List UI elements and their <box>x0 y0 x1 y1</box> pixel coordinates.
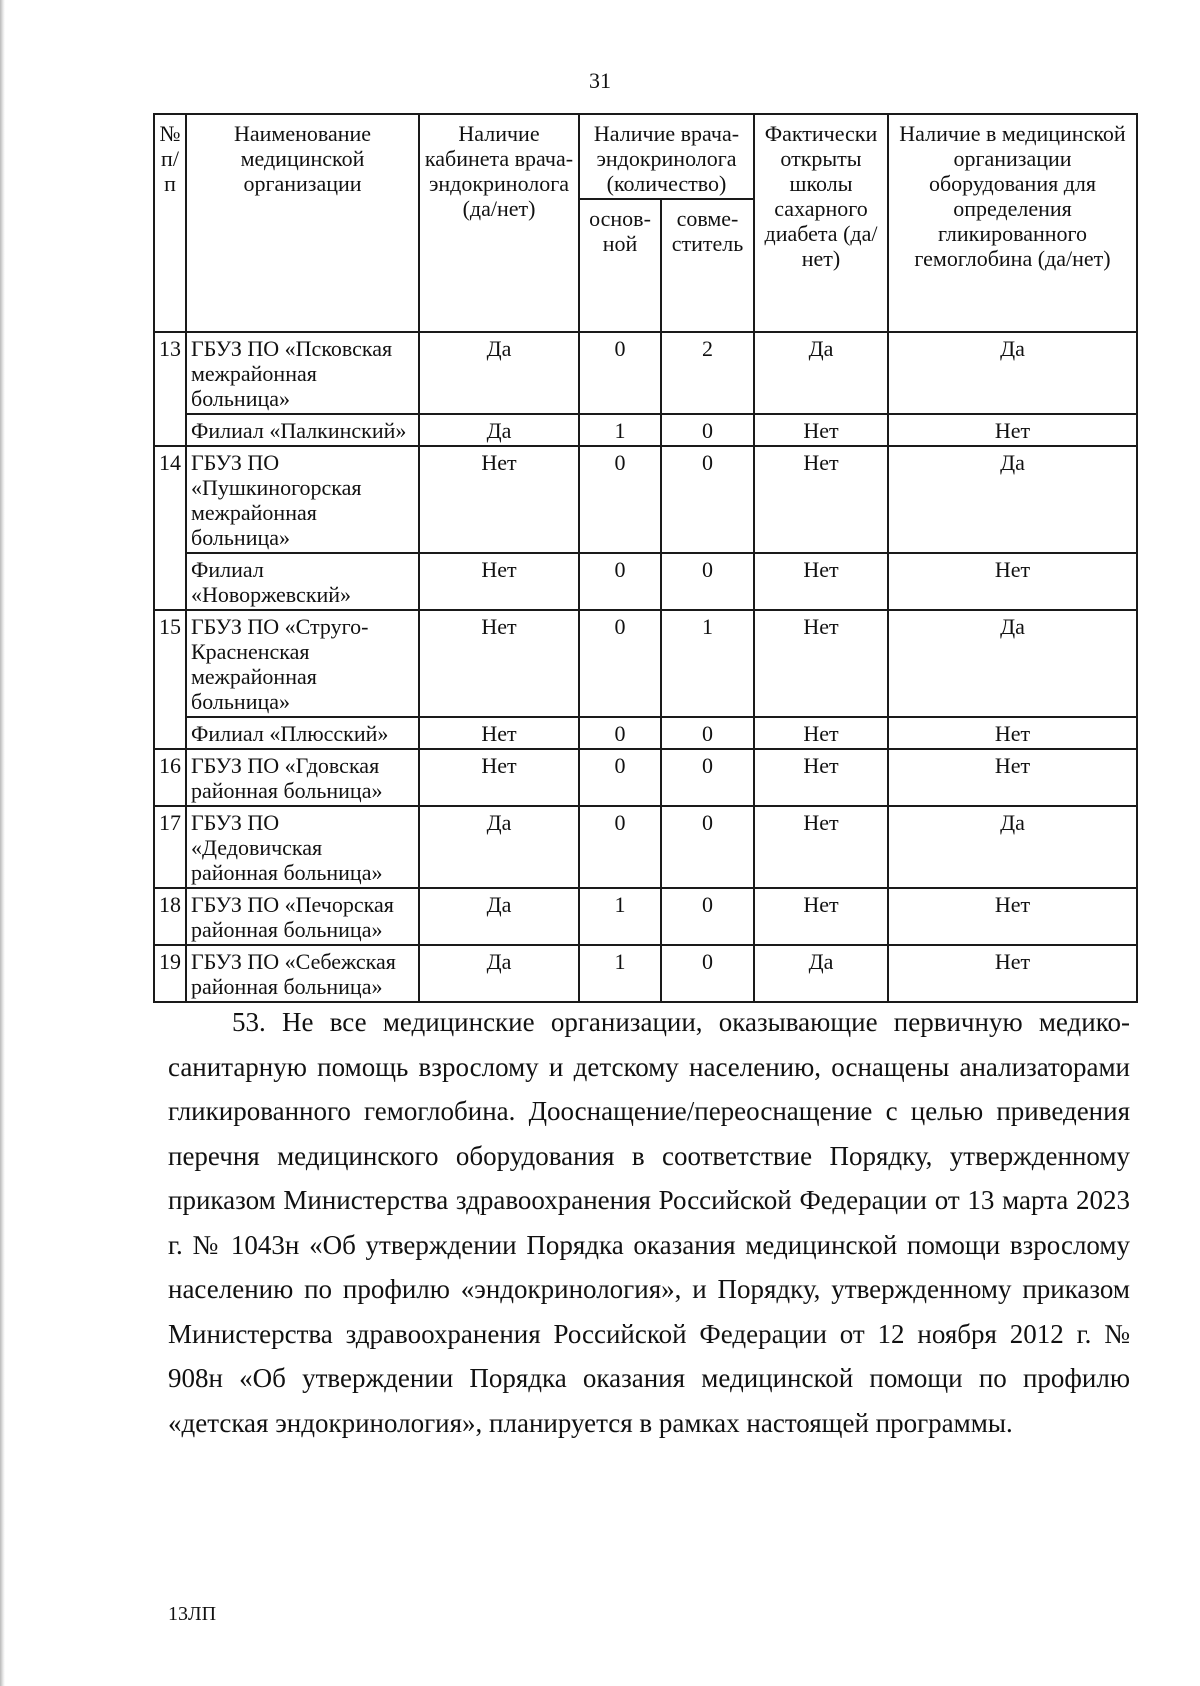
header-name: Наименование медицинской организации <box>186 114 419 332</box>
header-num: № п/п <box>154 114 186 332</box>
school-cell: Нет <box>754 553 888 610</box>
school-cell: Да <box>754 332 888 414</box>
equipment-cell: Да <box>888 610 1137 717</box>
equipment-cell: Нет <box>888 553 1137 610</box>
org-name: ГБУЗ ПО «Печорская районная больница» <box>186 888 419 945</box>
org-name: Филиал «Новоржевский» <box>186 553 419 610</box>
body-paragraph: 53. Не все медицинские организации, оказывающие первичную медико-санитарную помощь взрослому и детскому населению, оснащены анализаторами гликированного гемоглобина. Дооснащение/переоснащение с целью приведения перечня медицинского оборудования в соответствие Порядку, утвержденному приказом Министерства здравоохранения Российской Федерации от 13 марта 2023 г. № 1043н «Об утверждении Порядка оказания медицинской помощи взрослому населению по профилю «эндокринология», и Порядку, утвержденному приказом Министерства здравоохранения Российской Федерации от 12 ноября 2012 г. № 908н «Об утверждении Порядка оказания медицинской помощи по профилю «детская эндокринология», планируется в рамках настоящей программы. <box>168 1007 1130 1438</box>
doctor-part-cell: 1 <box>661 610 754 717</box>
org-name: ГБУЗ ПО «Струго-Красненская межрайонная больница» <box>186 610 419 717</box>
school-cell: Нет <box>754 717 888 749</box>
doctor-part-cell: 0 <box>661 717 754 749</box>
equipment-cell: Нет <box>888 749 1137 806</box>
equipment-cell: Да <box>888 332 1137 414</box>
header-equipment: Наличие в медицинской организации оборудования для определения гликированного гемоглобина (да/нет) <box>888 114 1137 332</box>
school-cell: Нет <box>754 446 888 553</box>
school-cell: Нет <box>754 610 888 717</box>
scan-edge <box>0 0 5 1686</box>
row-number: 18 <box>154 888 186 945</box>
doctor-main-cell: 0 <box>579 446 661 553</box>
school-cell: Да <box>754 945 888 1002</box>
cabinet-cell: Нет <box>419 749 579 806</box>
row-number: 19 <box>154 945 186 1002</box>
doctor-part-cell: 0 <box>661 749 754 806</box>
cabinet-cell: Нет <box>419 553 579 610</box>
equipment-cell: Да <box>888 446 1137 553</box>
cabinet-cell: Да <box>419 806 579 888</box>
doctor-part-cell: 0 <box>661 945 754 1002</box>
header-doctor-main: основ-ной <box>579 199 661 332</box>
table-row <box>154 806 1137 888</box>
doctor-main-cell: 0 <box>579 717 661 749</box>
equipment-cell: Нет <box>888 414 1137 446</box>
row-number: 17 <box>154 806 186 888</box>
org-name: Филиал «Палкинский» <box>186 414 419 446</box>
cabinet-cell: Да <box>419 332 579 414</box>
table-row <box>154 717 1137 749</box>
table-row <box>154 610 1137 717</box>
org-name: ГБУЗ ПО «Себежская районная больница» <box>186 945 419 1002</box>
table-row <box>154 945 1137 1002</box>
cabinet-cell: Да <box>419 945 579 1002</box>
doctor-main-cell: 0 <box>579 749 661 806</box>
row-number: 16 <box>154 749 186 806</box>
table-body <box>154 332 1137 1002</box>
doctor-part-cell: 0 <box>661 888 754 945</box>
cabinet-cell: Нет <box>419 446 579 553</box>
school-cell: Нет <box>754 749 888 806</box>
footer-code: 13ЛП <box>168 1603 217 1625</box>
equipment-cell: Да <box>888 806 1137 888</box>
row-number: 15 <box>154 610 186 749</box>
equipment-cell: Нет <box>888 945 1137 1002</box>
equipment-cell: Нет <box>888 717 1137 749</box>
table-row <box>154 888 1137 945</box>
row-number: 13 <box>154 332 186 446</box>
doctor-main-cell: 1 <box>579 888 661 945</box>
header-doctor-group: Наличие врача-эндокринолога (количество) <box>579 114 754 199</box>
row-number: 14 <box>154 446 186 610</box>
school-cell: Нет <box>754 414 888 446</box>
header-doctor-part: совме-ститель <box>661 199 754 332</box>
cabinet-cell: Да <box>419 888 579 945</box>
page-number: 31 <box>589 68 611 93</box>
doctor-main-cell: 0 <box>579 553 661 610</box>
org-name: ГБУЗ ПО «Гдовская районная больница» <box>186 749 419 806</box>
school-cell: Нет <box>754 888 888 945</box>
org-name: Филиал «Плюсский» <box>186 717 419 749</box>
cabinet-cell: Да <box>419 414 579 446</box>
org-name: ГБУЗ ПО «Пушкиногорская межрайонная больница» <box>186 446 419 553</box>
org-name: ГБУЗ ПО «Дедовичская районная больница» <box>186 806 419 888</box>
table-row <box>154 749 1137 806</box>
doctor-main-cell: 0 <box>579 332 661 414</box>
school-cell: Нет <box>754 806 888 888</box>
org-name: ГБУЗ ПО «Псковская межрайонная больница» <box>186 332 419 414</box>
table-row <box>154 414 1137 446</box>
doctor-main-cell: 1 <box>579 414 661 446</box>
table-header <box>154 114 1137 332</box>
doctor-part-cell: 0 <box>661 414 754 446</box>
table-row <box>154 553 1137 610</box>
header-school: Фактически открыты школы сахарного диабета (да/нет) <box>754 114 888 332</box>
doctor-part-cell: 0 <box>661 446 754 553</box>
doctor-part-cell: 0 <box>661 806 754 888</box>
doctor-part-cell: 2 <box>661 332 754 414</box>
doctor-main-cell: 0 <box>579 610 661 717</box>
endocrinology-table <box>153 113 1138 1003</box>
doctor-part-cell: 0 <box>661 553 754 610</box>
doctor-main-cell: 0 <box>579 806 661 888</box>
table-row <box>154 446 1137 553</box>
doctor-main-cell: 1 <box>579 945 661 1002</box>
equipment-cell: Нет <box>888 888 1137 945</box>
header-cabinet: Наличие кабинета врача-эндокринолога (да/нет) <box>419 114 579 332</box>
cabinet-cell: Нет <box>419 717 579 749</box>
cabinet-cell: Нет <box>419 610 579 717</box>
table-row <box>154 332 1137 414</box>
